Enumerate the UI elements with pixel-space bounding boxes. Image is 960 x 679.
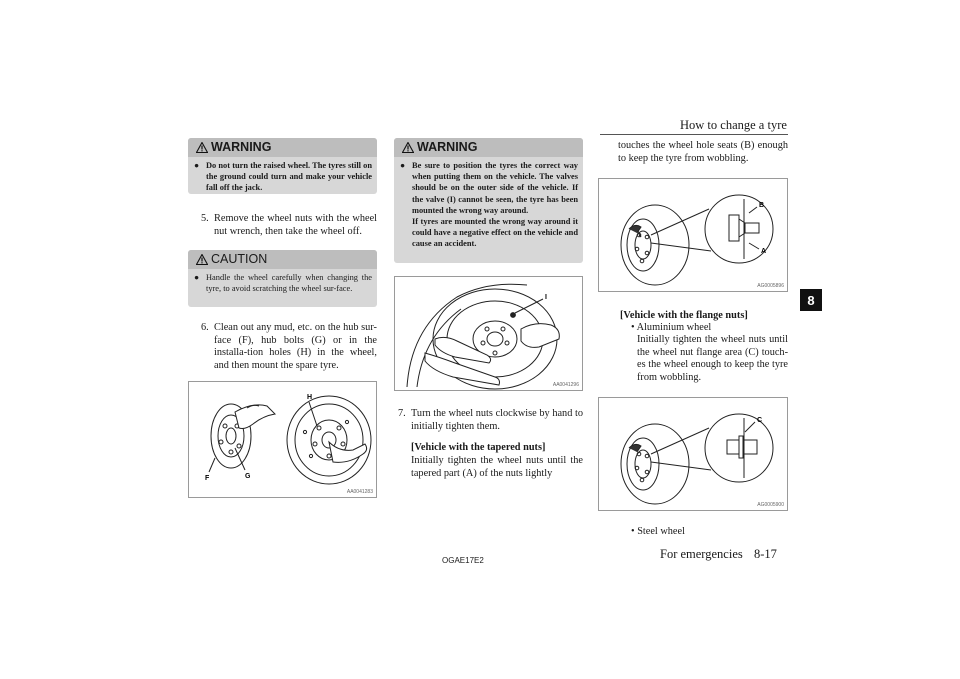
label-a: A [761,248,767,255]
warning-triangle-icon [196,142,208,153]
tyre-mounting-illustration [395,277,582,390]
header-rule [600,134,788,135]
warning-box-middle [394,138,583,263]
caution-box [188,250,377,307]
warning-text-1: Be sure to position the tyres the correct way when putting them on the vehicle. The valves should be on the outer side of the vehicle. If the valve (I) cannot be seen, the tyre has been mounted the wrong way around. [412,161,578,215]
label-b: B [759,202,765,209]
figure-id: AG0005900 [757,502,784,508]
step-7: 7. Turn the wheel nuts clockwise by hand to initially tighten them. [398,408,583,432]
flange-nut-illustration [599,398,787,510]
bullet-icon: ● [194,161,200,170]
bullet-icon: ● [400,161,406,170]
caution-title: CAUTION [211,252,268,266]
figure-tyre-mounting [394,276,583,391]
page-header-title: How to change a tyre [680,118,787,132]
bullet-icon: • [631,322,635,333]
document-code: OGAE17E2 [442,556,484,565]
figure-id: AA0041296 [552,382,579,388]
figure-id: AG0005896 [757,283,784,289]
steel-wheel-label: Steel wheel [637,526,685,537]
warning-text-2: If tyres are mounted the wrong way around it could have a negative effect on the vehicle and cause an accident. [412,217,578,249]
figure-flange-nut [598,397,788,511]
label-f: F [205,475,210,482]
aluminium-wheel-item [631,322,788,335]
step-6: 6. Clean out any mud, etc. on the hub sur-face (F), hub bolts (G) or in the installa-tion holes (H) in the wheel, and then mount the spare tyre. [201,322,377,371]
warning-title: WARNING [211,140,272,154]
warning-box-left [188,138,377,194]
label-g: G [245,473,251,480]
figure-hub-cleaning [188,381,377,498]
bullet-icon: • [631,526,635,537]
warning-triangle-icon [402,142,414,153]
tapered-nuts-heading: [Vehicle with the tapered nuts] [411,442,546,453]
figure-tapered-nut [598,178,788,292]
bullet-icon: ● [194,273,200,282]
page-number: 8-17 [754,547,777,561]
label-c: C [757,417,763,424]
figure-id: AA0041283 [346,489,373,495]
tapered-nuts-text: Initially tighten the wheel nuts until the tapered part (A) of the nuts lightly [411,455,583,479]
aluminium-wheel-text: Initially tighten the wheel nuts until the wheel nut flange area (C) touch-es the wheel enough to keep the tyre from wobbling. [637,334,788,383]
hub-and-wheel-illustration [189,382,376,497]
chapter-tab: 8 [800,289,822,311]
footer-section: For emergencies [660,547,743,561]
aluminium-wheel-label: Aluminium wheel [636,322,712,333]
caution-text: Handle the wheel carefully when changing the tyre, to avoid scratching the wheel sur-face. [206,273,372,294]
label-i: I [545,294,547,301]
tapered-nut-illustration [599,179,787,291]
label-h: H [307,394,313,401]
flange-nuts-heading: [Vehicle with the flange nuts] [620,310,748,321]
steel-wheel-item [631,526,788,539]
warning-title: WARNING [417,140,478,154]
step-5: 5. Remove the wheel nuts with the wheel nut wrench, then take the wheel off. [201,213,377,237]
caution-triangle-icon [196,254,208,265]
continuation-text: touches the wheel hole seats (B) enough to keep the tyre from wobbling. [618,140,788,164]
warning-text: Do not turn the raised wheel. The tyres still on the ground could turn and make your vehicle fall off the jack. [206,161,372,193]
